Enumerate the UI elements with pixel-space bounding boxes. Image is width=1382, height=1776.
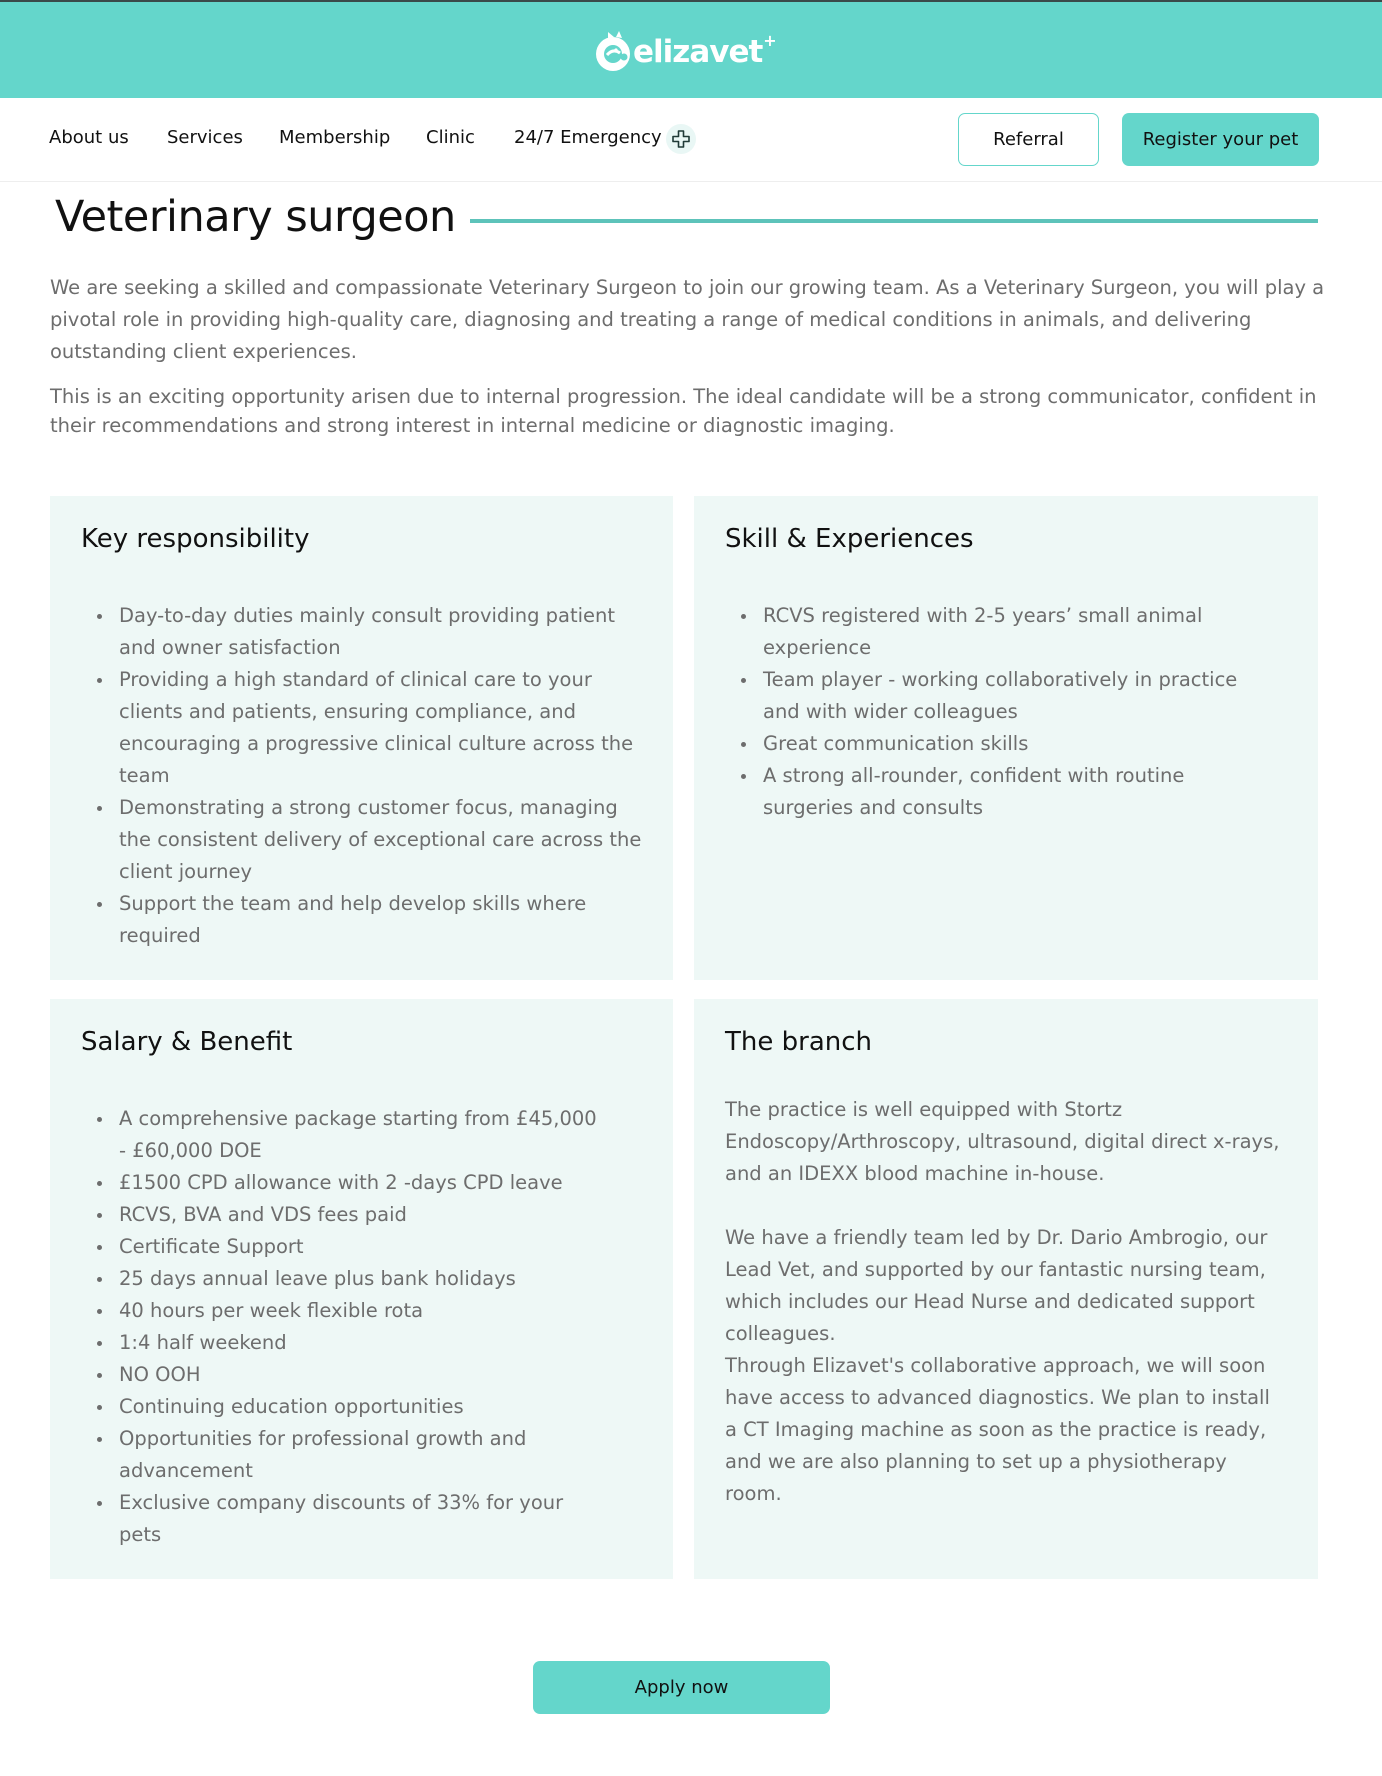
pet-logo-icon [594, 31, 632, 73]
card-title: Key responsibility [81, 524, 310, 554]
main-nav [0, 98, 1382, 182]
list-item: 40 hours per week flexible rota [88, 1295, 608, 1327]
list-item: A comprehensive package starting from £45,000 - £60,000 DOE [88, 1103, 608, 1167]
brand-logo[interactable] [594, 29, 777, 75]
nav-link-emergency[interactable]: 24/7 Emergency [514, 127, 662, 148]
list-item: NO OOH [88, 1359, 608, 1391]
header-banner [0, 2, 1382, 98]
card-skill-experiences [694, 496, 1318, 980]
responsibility-list [88, 600, 648, 952]
list-item: Exclusive company discounts of 33% for your pets [88, 1487, 608, 1551]
card-title: Salary & Benefit [81, 1027, 293, 1057]
list-item: RCVS registered with 2-5 years’ small animal experience [732, 600, 1277, 664]
medical-cross-icon-svg [671, 129, 691, 149]
list-item: Demonstrating a strong customer focus, managing the consistent delivery of exceptional care across the client journey [88, 792, 648, 888]
list-item: Support the team and help develop skills where required [88, 888, 648, 952]
nav-link-services[interactable]: Services [167, 127, 243, 148]
list-item: Providing a high standard of clinical care to your clients and patients, ensuring compliance, and encouraging a progressive clinical culture across the team [88, 664, 648, 792]
brand-name: elizavet [633, 34, 763, 70]
list-item: Continuing education opportunities [88, 1391, 608, 1423]
apply-now-button[interactable]: Apply now [533, 1661, 830, 1714]
branch-paragraph: Through Elizavet's collaborative approach, we will soon have access to advanced diagnostics. We plan to install a CT Imaging machine as soon as the practice is ready, and we are also planning to set up a physiotherapy room. [725, 1354, 1270, 1505]
page-title: Veterinary surgeon [55, 192, 456, 242]
brand-plus: + [763, 30, 777, 50]
intro-paragraph: We are seeking a skilled and compassionate Veterinary Surgeon to join our growing team. As a Veterinary Surgeon, you will play a pivotal role in providing high-quality care, diagnosing and treating a range of medical conditions in animals, and delivering outstanding client experiences. [50, 276, 1325, 363]
list-item: 25 days annual leave plus bank holidays [88, 1263, 608, 1295]
card-title: Skill & Experiences [725, 524, 974, 554]
list-item: Team player - working collaboratively in practice and with wider colleagues [732, 664, 1277, 728]
referral-button[interactable]: Referral [958, 113, 1099, 166]
skills-list [732, 600, 1277, 824]
title-divider [470, 219, 1318, 223]
nav-link-clinic[interactable]: Clinic [426, 127, 475, 148]
list-item: Great communication skills [732, 728, 1277, 760]
nav-link-about-us[interactable]: About us [49, 127, 129, 148]
intro-paragraph: This is an exciting opportunity arisen due to internal progression. The ideal candidate will be a strong communicator, confident in their recommendations and strong interest in internal medicine or diagnostic imaging. [50, 385, 1317, 437]
card-key-responsibility [50, 496, 673, 980]
register-pet-button[interactable]: Register your pet [1122, 113, 1319, 166]
card-title: The branch [725, 1027, 872, 1057]
list-item: A strong all-rounder, confident with routine surgeries and consults [732, 760, 1277, 824]
list-item: Day-to-day duties mainly consult providing patient and owner satisfaction [88, 600, 648, 664]
card-salary-benefit [50, 999, 673, 1579]
branch-paragraph: We have a friendly team led by Dr. Dario Ambrogio, our Lead Vet, and supported by our fantastic nursing team, which includes our Head Nurse and dedicated support colleagues. [725, 1226, 1268, 1345]
card-the-branch [694, 999, 1318, 1579]
branch-paragraph: The practice is well equipped with Stortz Endoscopy/Arthroscopy, ultrasound, digital direct x-rays, and an IDEXX blood machine in-house. [725, 1098, 1280, 1185]
list-item: 1:4 half weekend [88, 1327, 608, 1359]
list-item: Opportunities for professional growth and advancement [88, 1423, 608, 1487]
nav-link-membership[interactable]: Membership [279, 127, 391, 148]
salary-list [88, 1103, 608, 1551]
medical-cross-icon[interactable] [666, 124, 696, 154]
list-item: Certificate Support [88, 1231, 608, 1263]
list-item: £1500 CPD allowance with 2 -days CPD leave [88, 1167, 608, 1199]
list-item: RCVS, BVA and VDS fees paid [88, 1199, 608, 1231]
